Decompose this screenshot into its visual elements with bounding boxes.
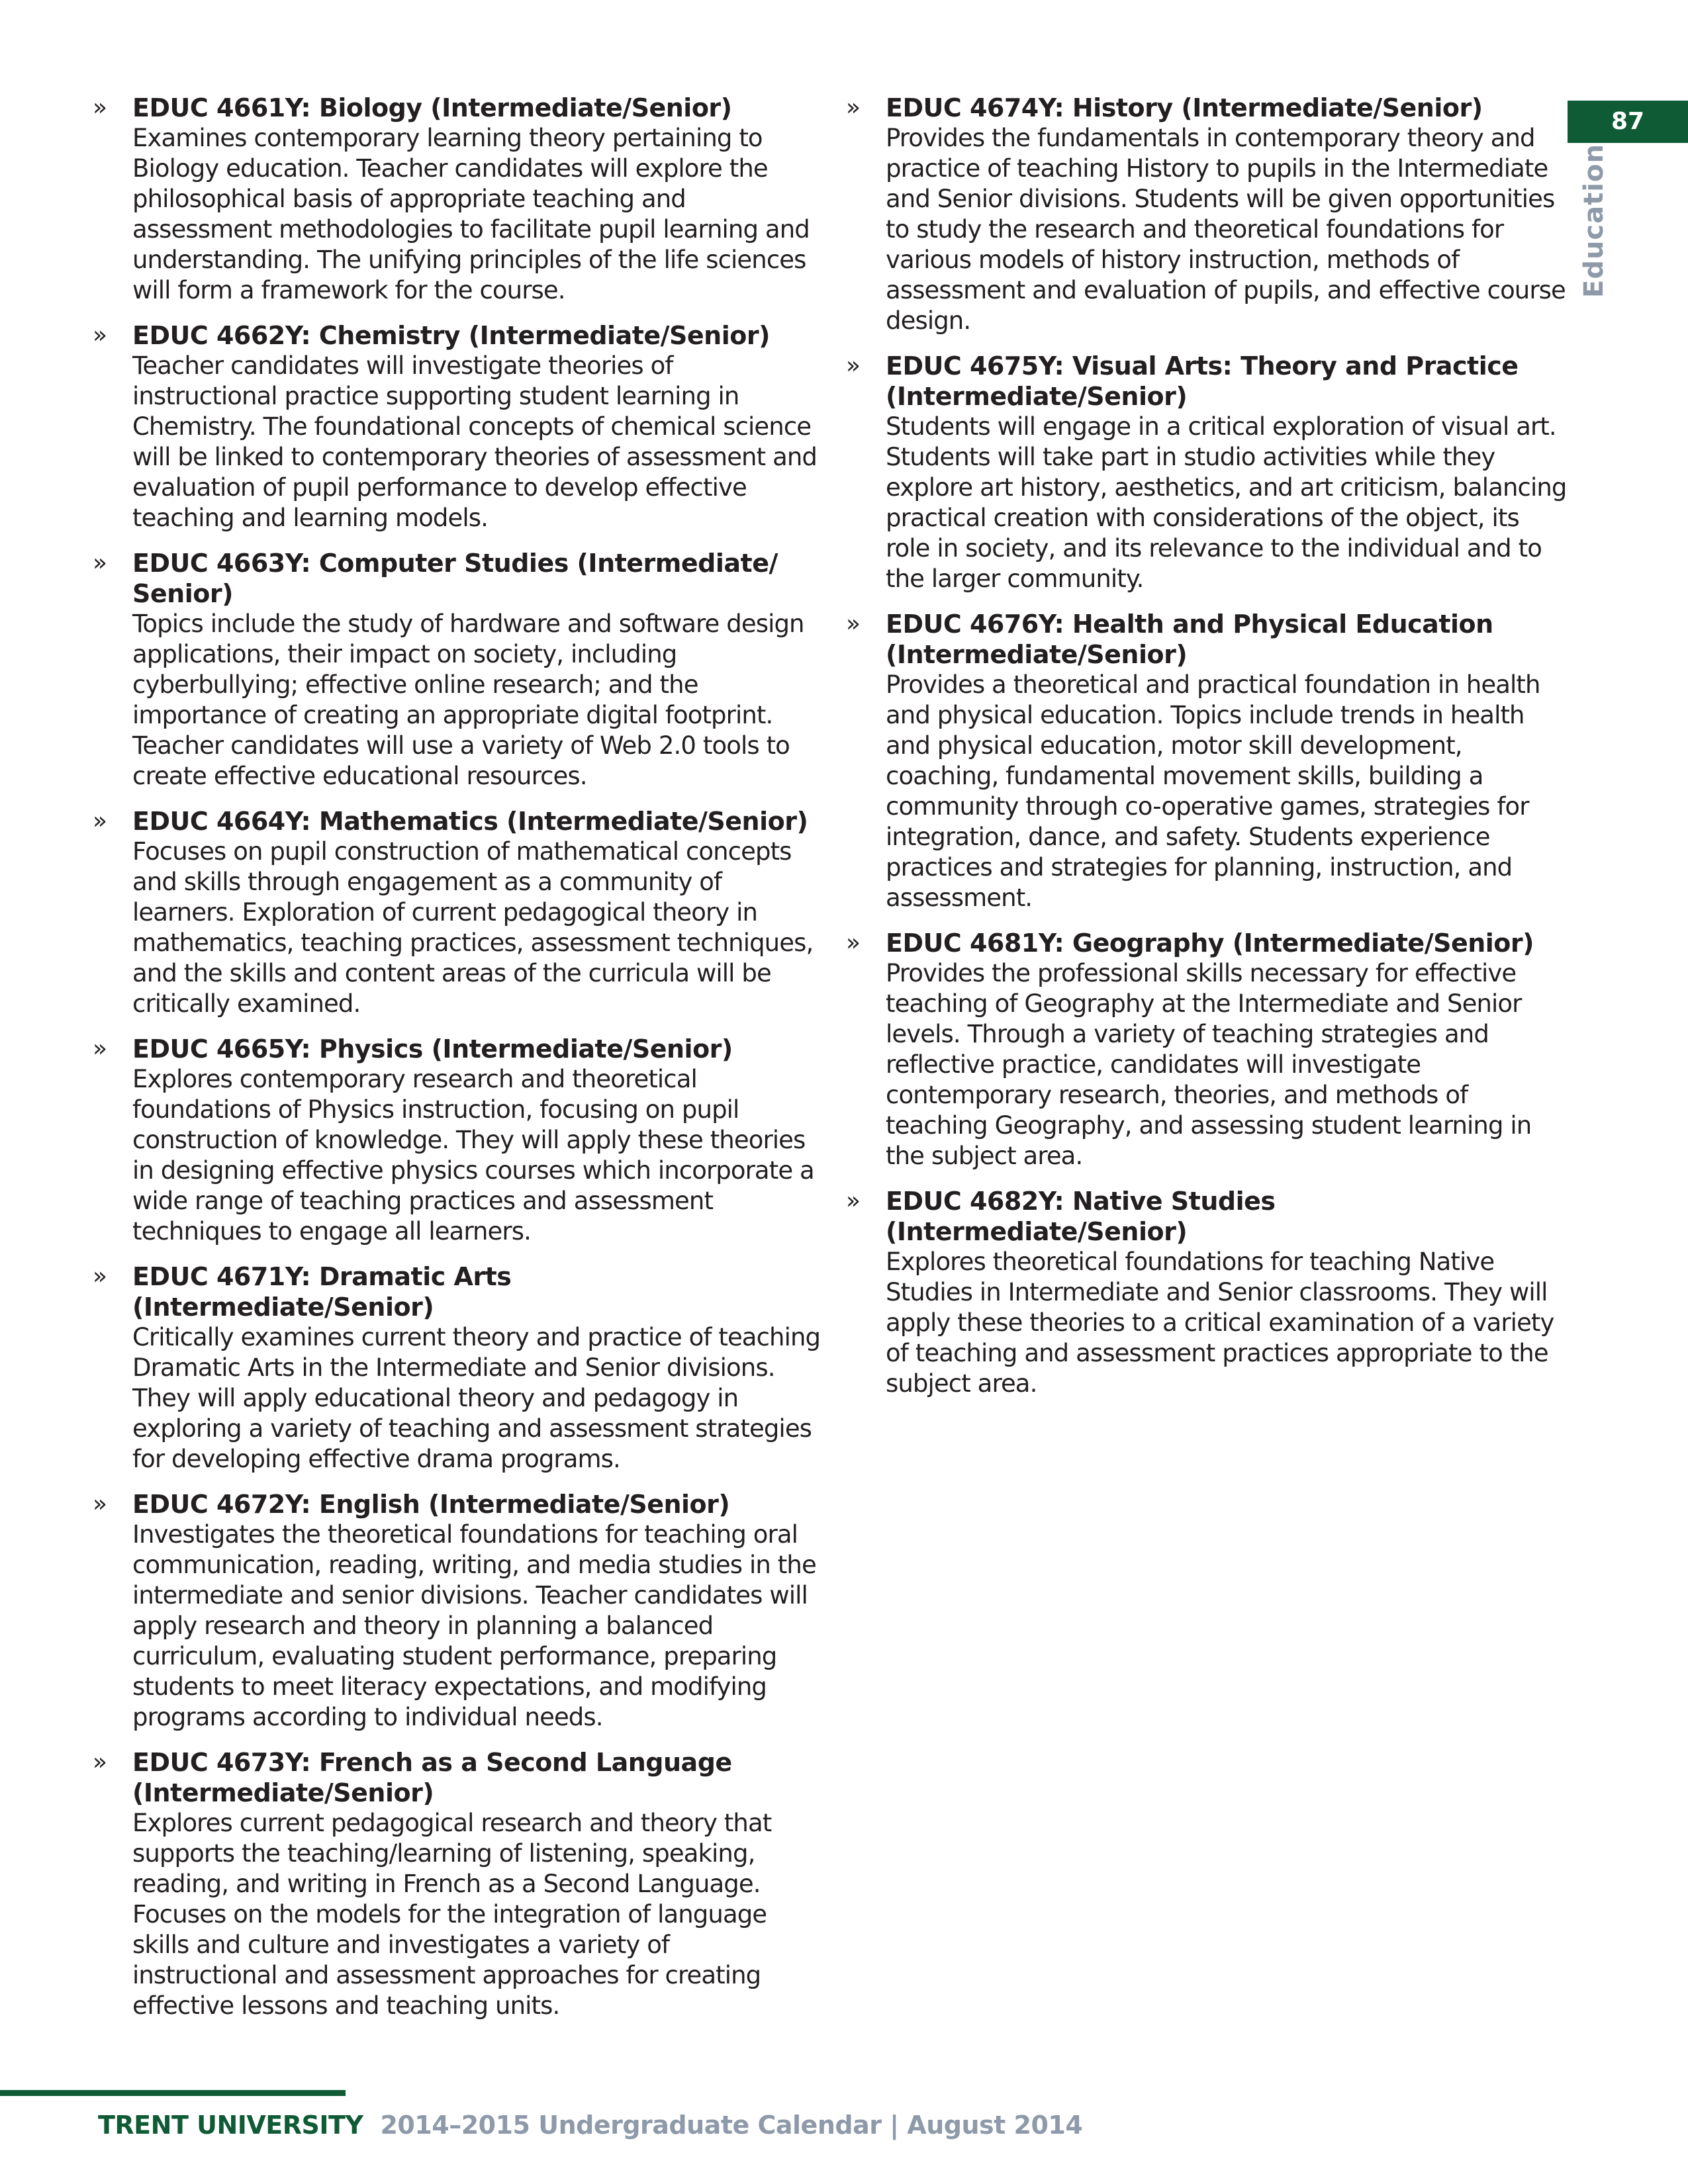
page-number: 87 [1611, 108, 1645, 135]
course-title: EDUC 4682Y: Native Studies (Intermediate/Senior) [886, 1187, 1276, 1246]
bullet-glyph: » [93, 1749, 108, 1776]
bullet-glyph: » [93, 807, 108, 835]
bullet-glyph: » [93, 94, 108, 121]
bullet-glyph: » [93, 1263, 108, 1290]
course-title: EDUC 4676Y: Health and Physical Education (Intermediate/Senior) [886, 610, 1493, 669]
right-column [846, 93, 1568, 1414]
course-title: EDUC 4661Y: Biology (Intermediate/Senior) [132, 93, 732, 122]
footer-rule [0, 2090, 346, 2096]
course-description: Provides the fundamentals in contemporary theory and practice of teaching History to pupils in the Intermediate and Senior divisions. Students will be given opportunities to study the research and theoretical foundations for various models of history instruction, methods of assessment and evaluation of pupils, and effective course design. [886, 124, 1566, 335]
course-title: EDUC 4681Y: Geography (Intermediate/Senior) [886, 929, 1534, 958]
course-title: EDUC 4673Y: French as a Second Language (Intermediate/Senior) [132, 1748, 732, 1807]
course-title: EDUC 4675Y: Visual Arts: Theory and Practice (Intermediate/Senior) [886, 351, 1519, 411]
footer-calendar: 2014–2015 Undergraduate Calendar | August 2014 [380, 2111, 1083, 2140]
course-description: Explores current pedagogical research and theory that supports the teaching/learning of listening, speaking, reading, and writing in French as a Second Language. Focuses on the models for the integration of language skills and culture and investigates a variety of instructional and assessment approaches for creating effective lessons and teaching units. [132, 1809, 772, 2020]
bullet-glyph: » [846, 929, 861, 956]
course-entry [846, 351, 1568, 594]
bullet-glyph: » [93, 549, 108, 576]
course-title: EDUC 4663Y: Computer Studies (Intermediate/ Senior) [132, 549, 778, 608]
course-entry [846, 1186, 1568, 1399]
bullet-glyph: » [93, 322, 108, 349]
bullet-glyph: » [846, 610, 861, 637]
course-title: EDUC 4665Y: Physics (Intermediate/Senior) [132, 1034, 733, 1064]
course-entry [93, 548, 821, 792]
course-description: Critically examines current theory and practice of teaching Dramatic Arts in the Intermediate and Senior divisions. They will apply educational theory and pedagogy in exploring a variety of teaching and assessment strategies for developing effective drama programs. [132, 1323, 821, 1473]
course-entry [93, 1261, 821, 1475]
course-entry [93, 1747, 821, 2021]
course-entry [846, 928, 1568, 1171]
course-description: Investigates the theoretical foundations for teaching oral communication, reading, writing, and media studies in the intermediate and senior divisions. Teacher candidates will apply research and theory in planning a balanced curriculum, evaluating student performance, preparing students to meet literacy expectations, and modifying programs according to individual needs. [132, 1520, 816, 1731]
course-title: EDUC 4674Y: History (Intermediate/Senior) [886, 93, 1483, 122]
course-description: Examines contemporary learning theory pertaining to Biology education. Teacher candidates will explore the philosophical basis of appropriate teaching and assessment methodologies to facilitate pupil learning and understanding. The unifying principles of the life sciences will form a framework for the course. [132, 124, 810, 304]
course-description: Teacher candidates will investigate theories of instructional practice supporting student learning in Chemistry. The foundational concepts of chemical science will be linked to contemporary theories of assessment and evaluation of pupil performance to develop effective teaching and learning models. [132, 351, 817, 532]
course-description: Explores theoretical foundations for teaching Native Studies in Intermediate and Senior classrooms. They will apply these theories to a critical examination of a variety of teaching and assessment practices appropriate to the subject area. [886, 1248, 1554, 1398]
section-label: Education [1579, 144, 1609, 298]
course-description: Explores contemporary research and theoretical foundations of Physics instruction, focusing on pupil construction of knowledge. They will apply these theories in designing effective physics courses which incorporate a wide range of teaching practices and assessment techniques to engage all learners. [132, 1065, 814, 1246]
course-description: Focuses on pupil construction of mathematical concepts and skills through engagement as a community of learners. Exploration of current pedagogical theory in mathematics, teaching practices, assessment techniques, and the skills and content areas of the curricula will be critically examined. [132, 837, 814, 1018]
bullet-glyph: » [846, 1187, 861, 1214]
course-entry [93, 93, 821, 306]
bullet-glyph: » [846, 94, 861, 121]
bullet-glyph: » [93, 1490, 108, 1518]
course-title: EDUC 4662Y: Chemistry (Intermediate/Senior) [132, 321, 770, 350]
course-description: Provides the professional skills necessary for effective teaching of Geography at the Intermediate and Senior levels. Through a variety of teaching strategies and reflective practice, candidates will investigate contemporary research, theories, and methods of teaching Geography, and assessing student learning in the subject area. [886, 959, 1532, 1170]
course-entry [93, 806, 821, 1019]
footer-university: TRENT UNIVERSITY [98, 2111, 363, 2140]
course-description: Provides a theoretical and practical foundation in health and physical education. Topics include trends in health and physical education, motor skill development, coaching, fundamental movement skills, building a community through co-operative games, strategies for integration, dance, and safety. Students experience practices and strategies for planning, instruction, and assessment. [886, 670, 1540, 912]
course-title: EDUC 4664Y: Mathematics (Intermediate/Senior) [132, 807, 808, 836]
course-entry [846, 609, 1568, 913]
course-title: EDUC 4671Y: Dramatic Arts (Intermediate/Senior) [132, 1262, 512, 1322]
bullet-glyph: » [846, 352, 861, 379]
left-column [93, 93, 821, 2036]
course-description: Topics include the study of hardware and software design applications, their impact on society, including cyberbullying; effective online research; and the importance of creating an appropriate digital footprint. Teacher candidates will use a variety of Web 2.0 tools to create effective educational resources. [132, 610, 804, 790]
course-entry [93, 1034, 821, 1247]
course-entry [93, 320, 821, 533]
course-entry [846, 93, 1568, 336]
course-entry [93, 1489, 821, 1733]
page-number-tab [1568, 101, 1688, 143]
course-title: EDUC 4672Y: English (Intermediate/Senior) [132, 1490, 730, 1519]
course-description: Students will engage in a critical exploration of visual art. Students will take part in studio activities while they explore art history, aesthetics, and art criticism, balancing practical creation with considerations of the object, its role in society, and its relevance to the individual and to the larger community. [886, 412, 1567, 593]
bullet-glyph: » [93, 1035, 108, 1062]
footer [98, 2109, 1082, 2142]
